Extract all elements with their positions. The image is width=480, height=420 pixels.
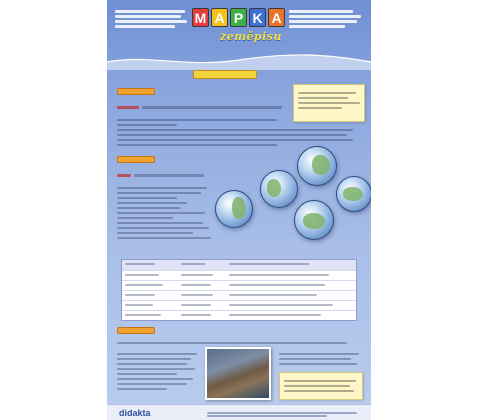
section-3-text (117, 339, 361, 347)
data-table (121, 259, 357, 321)
section-tab-2 (117, 156, 155, 163)
title-letter: A (211, 8, 228, 27)
decorative-wave (107, 52, 371, 70)
poster-subtitle: zeměpisu (220, 30, 282, 43)
section-tab-3 (117, 327, 155, 334)
title-letter: P (230, 8, 247, 27)
intro-text-right (289, 8, 363, 30)
title-letter: A (268, 8, 285, 27)
note-box-top (293, 84, 365, 122)
table-row (122, 280, 356, 290)
publisher-logo: didakta (119, 408, 151, 418)
table-row (122, 300, 356, 310)
globe-icon (215, 190, 253, 228)
globe-icon (294, 200, 334, 240)
globe-icon (336, 176, 371, 212)
poster-title (192, 8, 286, 48)
footer-text (207, 411, 357, 418)
title-letter: M (192, 8, 209, 27)
title-letter: K (249, 8, 266, 27)
section-3-text-right (279, 350, 363, 368)
table-header-row (122, 260, 356, 270)
section-2-text (117, 166, 213, 242)
globe-icon (297, 146, 337, 186)
table-row (122, 270, 356, 280)
table-row (122, 310, 356, 320)
poster-header (107, 0, 371, 58)
intro-text-left (115, 8, 189, 30)
landscape-photo (205, 347, 271, 400)
section-banner (193, 70, 257, 79)
table-row (122, 290, 356, 300)
title-letters (192, 8, 286, 27)
map-poster (107, 0, 371, 420)
poster-footer (107, 404, 371, 420)
note-box-bottom (279, 372, 363, 400)
section-tab-1 (117, 88, 155, 95)
globe-icon (260, 170, 298, 208)
section-3-text-left (117, 350, 199, 393)
